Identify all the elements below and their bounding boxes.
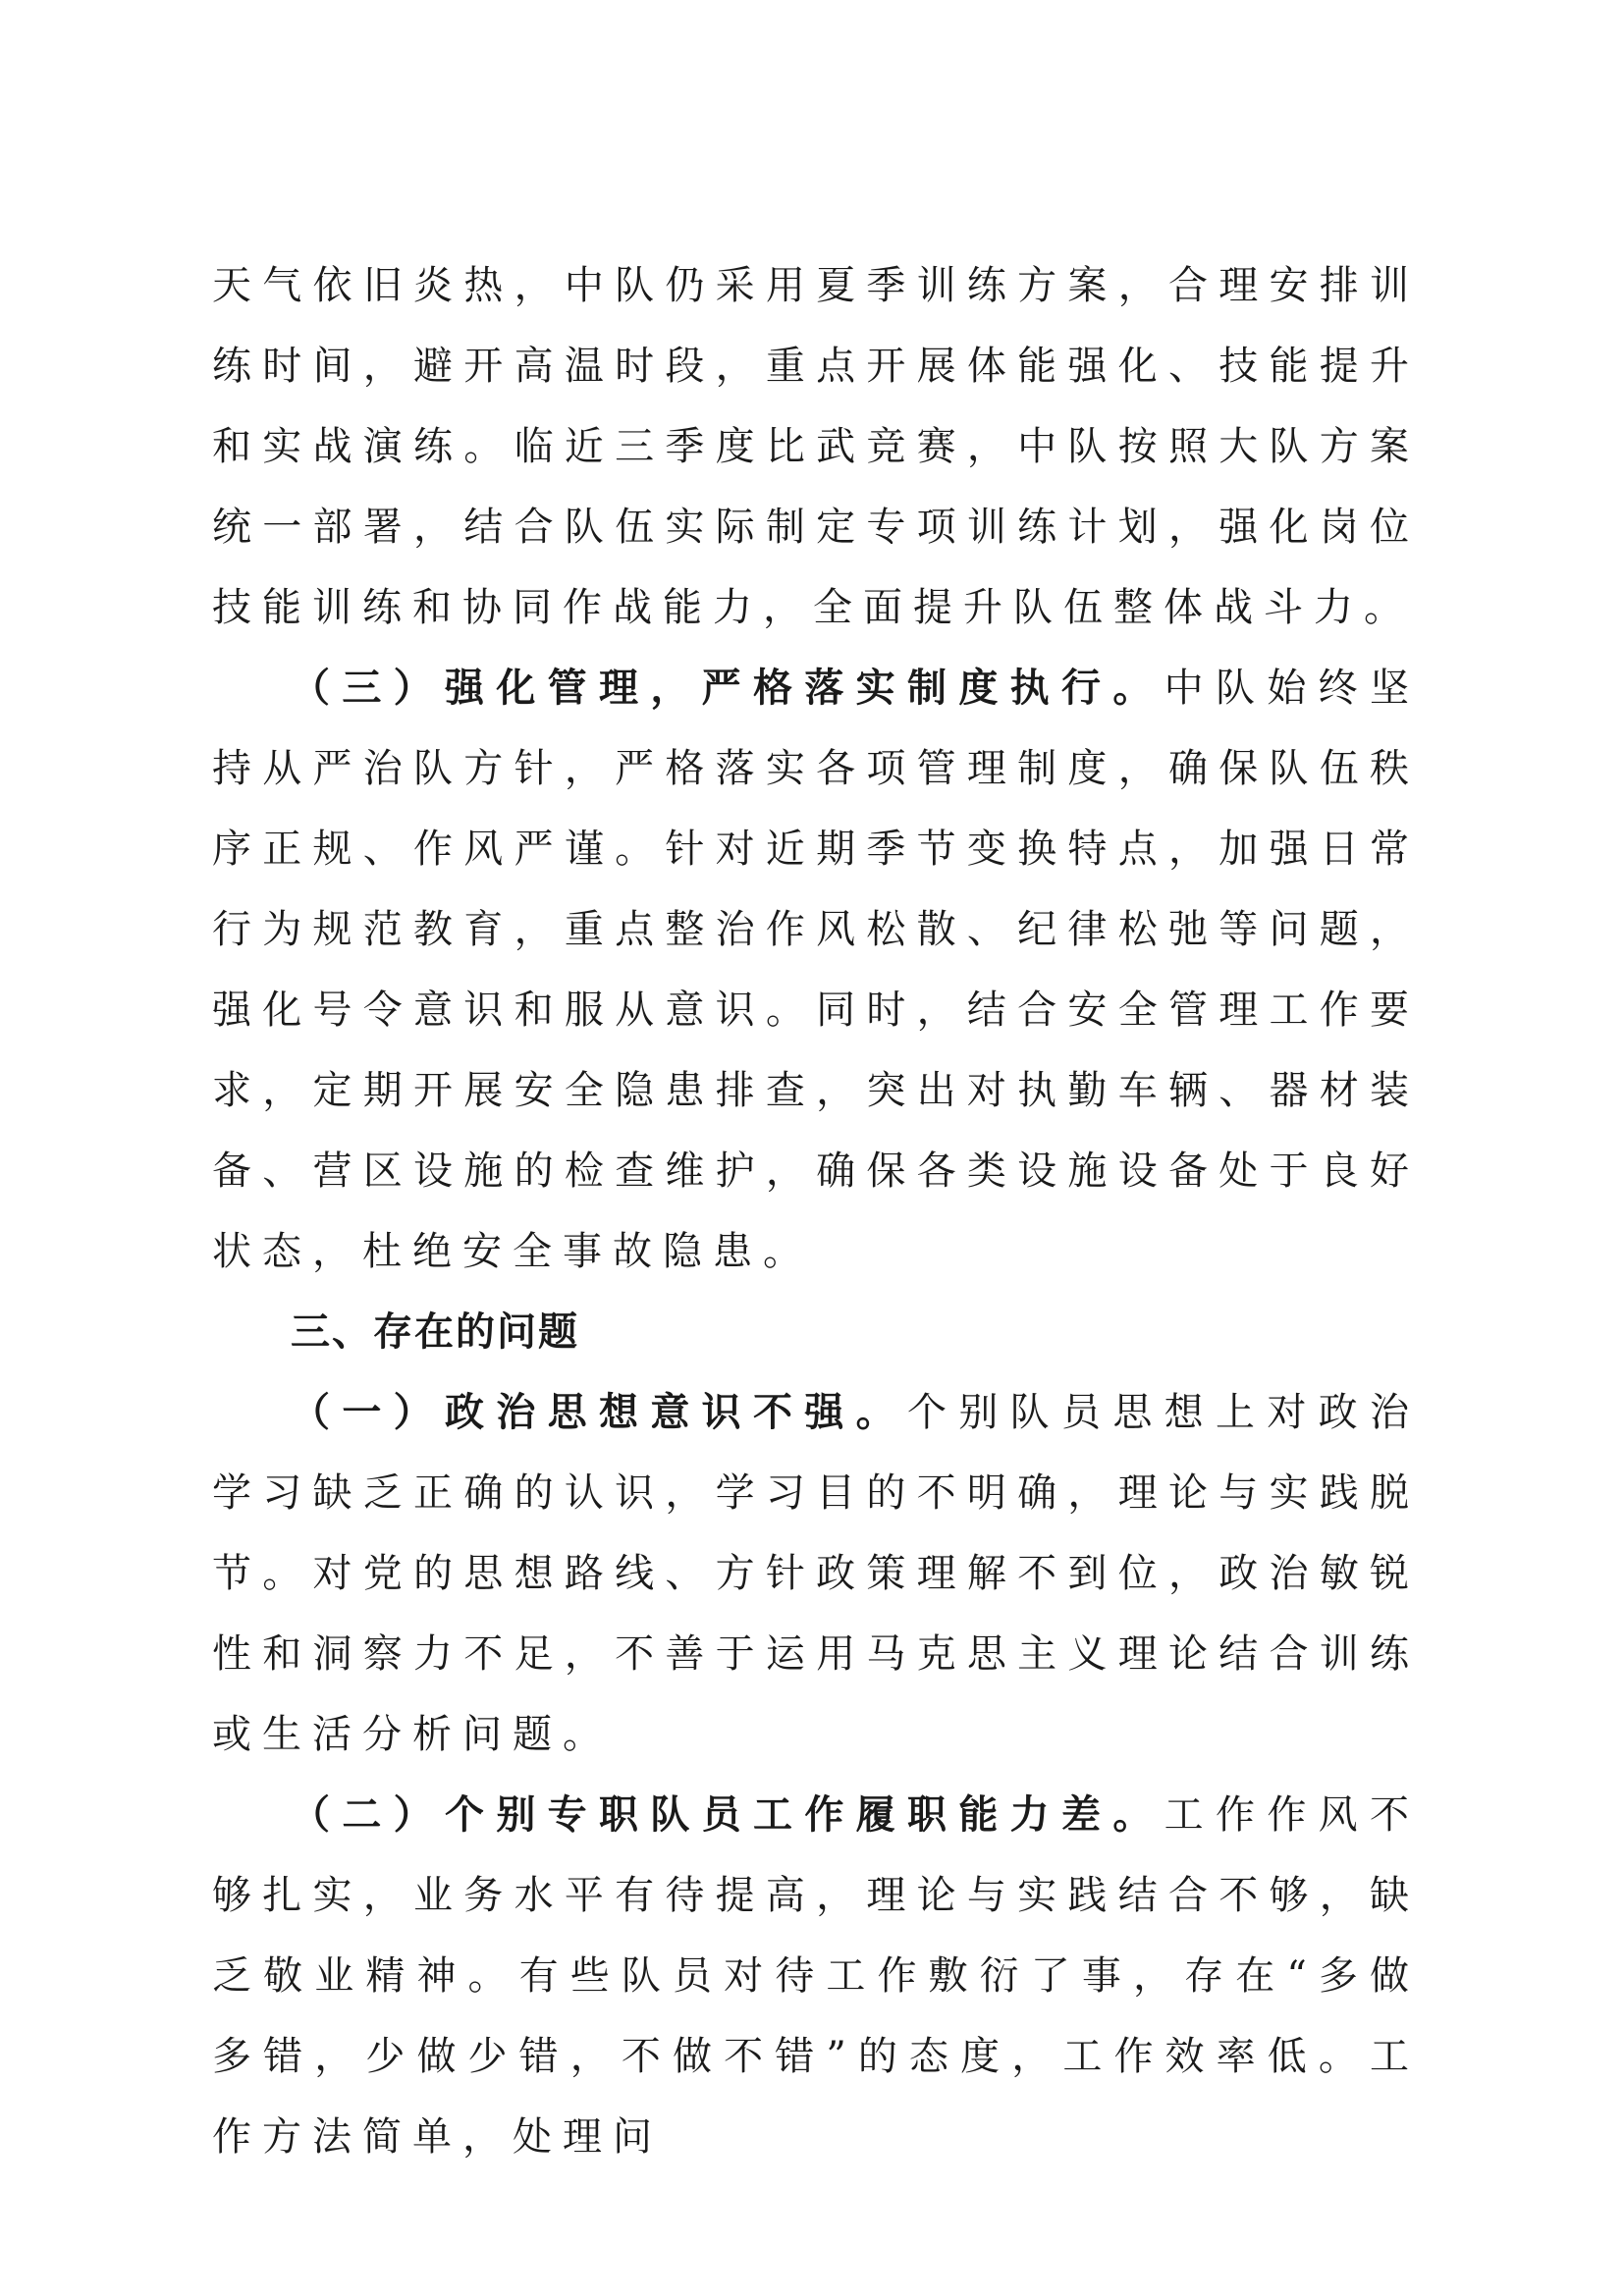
section-3-1-paragraph — [212, 1372, 1420, 1775]
continuation-paragraph: 天气依旧炎热，中队仍采用夏季训练方案，合理安排训练时间，避开高温时段，重点开展体能强化、技能提升和实战演练。临近三季度比武竞赛，中队按照大队方案统一部署，结合队伍实际制定专项训练计划，强化岗位技能训练和协同作战能力，全面提升队伍整体战斗力。 — [212, 263, 1420, 630]
section-3-1-body: 个别队员思想上对政治学习缺乏正确的认识，学习目的不明确，理论与实践脱节。对党的思想路线、方针政策理解不到位，政治敏锐性和洞察力不足，不善于运用马克思主义理论结合训练或生活分析问题。 — [212, 1390, 1420, 1757]
section-2-3-paragraph — [212, 648, 1420, 1292]
section-2-3-lead: （三）强化管理，严格落实制度执行。 — [291, 665, 1164, 711]
section-3-1-lead: （一）政治思想意识不强。 — [291, 1389, 907, 1435]
section-3-heading: 三、存在的问题 — [291, 1308, 579, 1355]
document-page — [212, 245, 1420, 2177]
section-3-2-body: 工作作风不够扎实，业务水平有待提高，理论与实践结合不够，缺乏敬业精神。有些队员对待工作敷衍了事，存在“多做多错，少做少错，不做不错”的态度，工作效率低。工作方法简单，处理问 — [212, 1792, 1421, 2160]
section-3-2-lead: （二）个别专职队员工作履职能力差。 — [291, 1791, 1164, 1838]
section-3-2-paragraph — [212, 1775, 1420, 2177]
section-2-3-body: 中队始终坚持从严治队方针，严格落实各项管理制度，确保队伍秩序正规、作风严谨。针对近期季节变换特点，加强日常行为规范教育，重点整治作风松散、纪律松弛等问题，强化号令意识和服从意识。同时，结合安全管理工作要求，定期开展安全隐患排查，突出对执勤车辆、器材装备、营区设施的检查维护，确保各类设施设备处于良好状态，杜绝安全事故隐患。 — [212, 666, 1421, 1274]
